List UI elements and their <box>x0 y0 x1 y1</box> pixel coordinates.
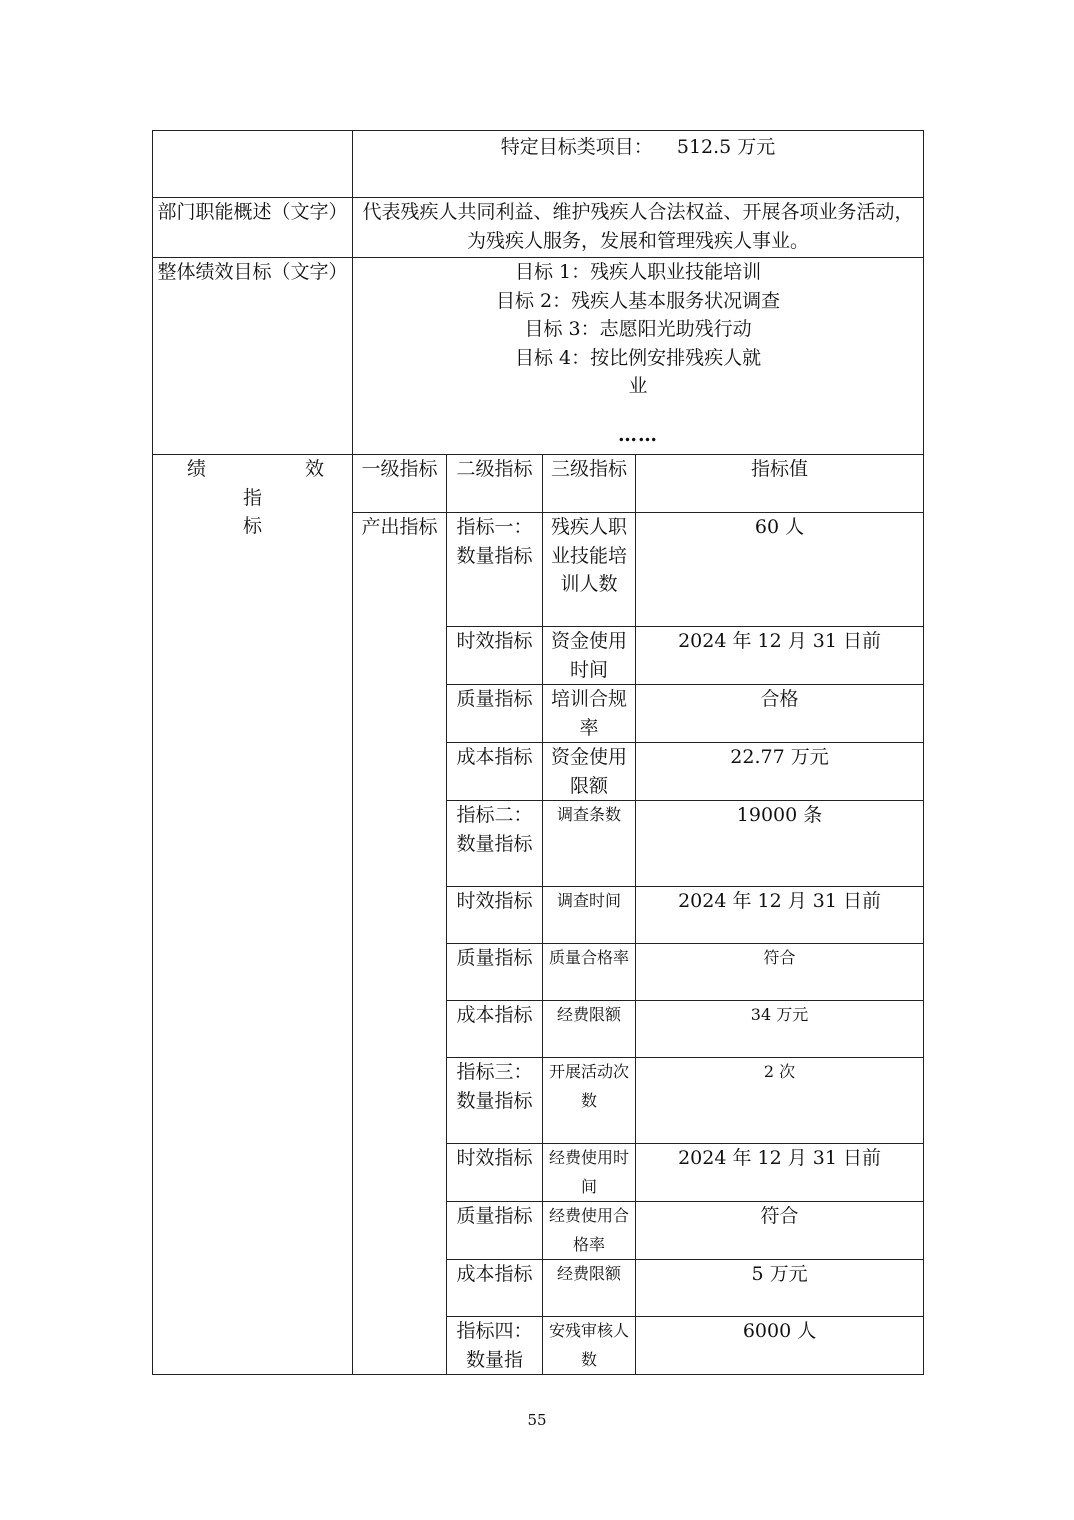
row-l3: 质量合格率 <box>543 944 636 1001</box>
row-value: 2024 年 12 月 31 日前 <box>636 627 924 685</box>
header-level1: 一级指标 <box>353 455 447 513</box>
row-l3: 调查条数 <box>543 801 636 887</box>
overall-goal-targets <box>353 258 924 455</box>
page-number: 55 <box>527 1411 547 1429</box>
row-value: 符合 <box>636 1202 924 1260</box>
special-target-budget: 特定目标类项目： 512.5 万元 <box>353 131 924 198</box>
header-level2: 二级指标 <box>447 455 543 513</box>
row-l3: 经费使用合格率 <box>543 1202 636 1260</box>
level1-output: 产出指标 <box>353 513 447 1375</box>
row-l3: 安残审核人数 <box>543 1317 636 1375</box>
goal-target-2: 目标 2：残疾人基本服务状况调查 <box>495 289 781 312</box>
row-l3: 资金使用限额 <box>543 743 636 801</box>
row-l2: 时效指标 <box>447 627 543 685</box>
row-value: 合格 <box>636 685 924 743</box>
row-l2: 成本指标 <box>447 743 543 801</box>
row-value: 2024 年 12 月 31 日前 <box>636 1144 924 1202</box>
goal-target-3: 目标 3：志愿阳光助残行动 <box>524 318 752 340</box>
performance-table <box>152 130 924 1375</box>
row-l3: 经费限额 <box>543 1001 636 1058</box>
row-value: 60 人 <box>636 513 924 627</box>
row-l3: 资金使用时间 <box>543 627 636 685</box>
row-l2: 指标四：数量指 <box>447 1317 543 1375</box>
goal-target-4-cont: 业 <box>628 375 648 397</box>
row-l2: 质量指标 <box>447 944 543 1001</box>
row-l3: 培训合规率 <box>543 685 636 743</box>
row-l2: 时效指标 <box>447 1144 543 1202</box>
header-level3: 三级指标 <box>543 455 636 513</box>
dept-function-label: 部门职能概述（文字） <box>153 198 353 258</box>
perf-label-char: 标 <box>242 515 262 537</box>
blank-label-cell <box>153 131 353 198</box>
row-value: 34 万元 <box>636 1001 924 1058</box>
row-l2: 时效指标 <box>447 887 543 944</box>
row-l2: 指标一：数量指标 <box>447 513 543 627</box>
row-value: 2 次 <box>636 1058 924 1144</box>
row-l2: 指标二：数量指标 <box>447 801 543 887</box>
dept-function-text: 代表残疾人共同利益、维护残疾人合法权益、开展各项业务活动，为残疾人服务，发展和管理残疾人事业。 <box>353 198 924 258</box>
row-l3: 残疾人职业技能培训人数 <box>543 513 636 627</box>
goal-target-4: 目标 4：按比例安排残疾人就 <box>514 346 762 369</box>
row-value: 2024 年 12 月 31 日前 <box>636 887 924 944</box>
perf-indicator-label <box>153 455 353 1375</box>
perf-label-char: 效 <box>304 458 324 480</box>
row-l3: 调查时间 <box>543 887 636 944</box>
perf-label-char: 指 <box>242 486 262 509</box>
row-l2: 质量指标 <box>447 1202 543 1260</box>
row-value: 5 万元 <box>636 1260 924 1317</box>
row-l2: 质量指标 <box>447 685 543 743</box>
row-value: 22.77 万元 <box>636 743 924 801</box>
perf-label-char: 绩 <box>187 458 207 480</box>
row-value: 符合 <box>636 944 924 1001</box>
header-value: 指标值 <box>636 455 924 513</box>
row-l2: 指标三：数量指标 <box>447 1058 543 1144</box>
overall-goal-label: 整体绩效目标（文字） <box>153 258 353 455</box>
goal-ellipsis: …… <box>618 423 659 446</box>
row-l2: 成本指标 <box>447 1001 543 1058</box>
row-l3: 开展活动次数 <box>543 1058 636 1144</box>
row-l3: 经费使用时间 <box>543 1144 636 1202</box>
row-value: 6000 人 <box>636 1317 924 1375</box>
row-l2: 成本指标 <box>447 1260 543 1317</box>
row-l3: 经费限额 <box>543 1260 636 1317</box>
row-value: 19000 条 <box>636 801 924 887</box>
goal-target-1: 目标 1：残疾人职业技能培训 <box>514 261 762 283</box>
